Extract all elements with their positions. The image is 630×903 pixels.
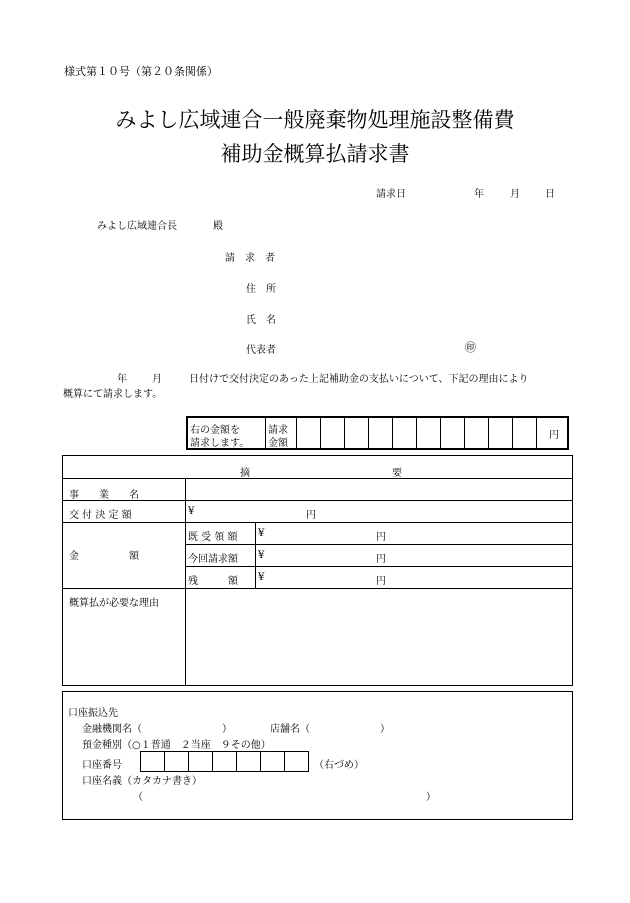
honorific: 殿 xyxy=(213,221,223,232)
project-name-label: 事 業 名 xyxy=(69,490,139,501)
current-en: 円 xyxy=(376,554,386,565)
statement-line1: 日付けで交付決定のあった上記補助金の支払いについて、下記の理由により xyxy=(189,374,529,385)
account-digit-2[interactable] xyxy=(164,751,189,772)
statement-line2: 概算にて請求します。 xyxy=(63,389,163,400)
received-yen: ¥ xyxy=(258,528,265,539)
reason-label: 概算払が必要な理由 xyxy=(69,598,159,609)
addressee: みよし広域連合長 xyxy=(97,221,177,232)
remaining-en: 円 xyxy=(376,576,386,587)
deposit-type: 預金種別（○１普通 ２当座 ９その他） xyxy=(82,740,271,751)
holder-paren-open: （ xyxy=(133,792,143,803)
amount-label: 金 額 xyxy=(69,551,139,562)
table-header-right: 要 xyxy=(392,468,402,479)
amount-label-1: 右の金額を xyxy=(190,425,240,436)
bank-branch: 店舗名（ ） xyxy=(270,724,390,735)
remaining-yen: ¥ xyxy=(258,572,265,583)
date-year: 年 xyxy=(474,189,484,200)
decided-amount-label: 交 付 決 定 額 xyxy=(69,510,132,521)
remaining-label: 残 額 xyxy=(188,576,238,587)
claimant-name-label: 氏 名 xyxy=(246,315,276,326)
account-digit-7[interactable] xyxy=(284,751,309,772)
date-month: 月 xyxy=(510,189,520,200)
statement-year: 年 xyxy=(117,374,127,385)
current-label: 今回請求額 xyxy=(188,554,238,565)
claimant-address-label: 住 所 xyxy=(246,284,276,295)
table-header-left: 摘 xyxy=(240,468,250,479)
holder-paren-close: ） xyxy=(426,792,436,803)
account-digit-1[interactable] xyxy=(140,751,165,772)
decided-amount-yen: ¥ xyxy=(188,506,195,517)
right-align-note: （右づめ） xyxy=(314,760,364,771)
account-digit-5[interactable] xyxy=(236,751,261,772)
amount-label-2: 請求します。 xyxy=(190,438,250,449)
account-digit-4[interactable] xyxy=(212,751,237,772)
date-day: 日 xyxy=(545,189,555,200)
current-yen: ¥ xyxy=(258,550,265,561)
bank-heading: 口座振込先 xyxy=(68,708,118,719)
amount-label-4: 金額 xyxy=(268,438,288,449)
statement-month: 月 xyxy=(152,374,162,385)
account-digit-3[interactable] xyxy=(188,751,213,772)
page-title-line1: みよし広域連合一般廃棄物処理施設整備費 xyxy=(115,108,515,132)
amount-unit: 円 xyxy=(549,430,559,441)
date-label: 請求日 xyxy=(376,189,406,200)
bank-institution: 金融機関名（ ） xyxy=(82,724,232,735)
account-holder-label: 口座名義（カタカナ書き） xyxy=(82,776,202,787)
decided-amount-en: 円 xyxy=(306,510,316,521)
account-digit-6[interactable] xyxy=(260,751,285,772)
received-en: 円 xyxy=(376,532,386,543)
seal-mark: ㊞ xyxy=(465,341,476,354)
account-number-label: 口座番号 xyxy=(82,760,122,771)
amount-label-3: 請求 xyxy=(268,425,288,436)
claimant-heading: 請 求 者 xyxy=(225,253,275,264)
claimant-representative-label: 代表者 xyxy=(246,345,276,356)
received-label: 既 受 領 額 xyxy=(188,532,238,543)
form-number: 様式第１０号（第２０条関係） xyxy=(64,65,218,78)
page-title-line2: 補助金概算払請求書 xyxy=(220,142,410,166)
